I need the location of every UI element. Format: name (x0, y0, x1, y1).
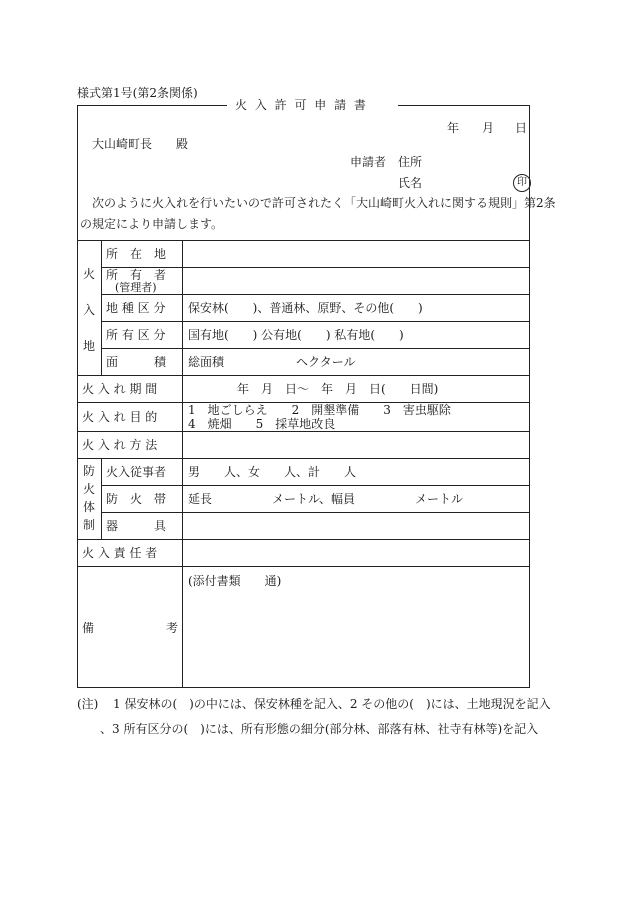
applicant-address-label: 住所 (398, 155, 423, 169)
label-value-divider (182, 240, 183, 687)
row-label-purpose: 火 入 れ 目 的 (82, 410, 158, 424)
rule (77, 566, 530, 567)
rule (101, 348, 530, 349)
value-area-prefix: 総面積 (188, 355, 225, 369)
form-id: 様式第1号(第2条関係) (77, 86, 198, 100)
group-label-char: 体 (83, 500, 96, 514)
row-label-ownership-type: 所 有 区 分 (106, 328, 166, 342)
value-purpose-line1: 1 地ごしらえ 2 開墾準備 3 害虫駆除 (188, 403, 451, 417)
group-divider-fire-site (101, 240, 102, 375)
value-period: 年 月 日～ 年 月 日( 日間) (237, 382, 439, 396)
row-label-location: 所 在 地 (106, 247, 167, 261)
row-label-remarks-left: 備 (82, 621, 95, 635)
rule (77, 539, 530, 540)
group-label-char: 火 (83, 267, 96, 281)
group-divider-prevention (101, 458, 102, 539)
rule (101, 512, 530, 513)
frame-right (529, 105, 530, 687)
value-firebreak: 延長 メートル、幅員 メートル (188, 492, 464, 506)
notes-line-2: 、3 所有区分の( )には、所有形態の細分(部分林、部落有林、社寺有林等)を記入 (100, 722, 539, 736)
rule (77, 458, 530, 459)
title-rule-right (398, 105, 530, 106)
row-label-responsible: 火 入 責 任 者 (82, 546, 158, 560)
row-label-firebreak: 防 火 帯 (106, 492, 167, 506)
frame-bottom (77, 687, 530, 688)
addressee: 大山崎町長 殿 (92, 137, 189, 151)
row-label-period: 火 入 れ 期 間 (82, 382, 158, 396)
applicant-name-label: 氏名 (398, 176, 423, 190)
rule (77, 375, 530, 376)
notes-prefix: (注) (77, 697, 99, 711)
rule (77, 240, 530, 241)
date-day: 日 (515, 121, 528, 135)
rule (101, 294, 530, 295)
group-label-char: 地 (83, 339, 96, 353)
group-label-char: 入 (83, 303, 96, 317)
row-sublabel-owner: (管理者) (115, 281, 157, 294)
applicant-label: 申請者 (350, 155, 387, 169)
row-label-equipment: 器 具 (106, 519, 167, 533)
intro-line-1: 次のように火入れを行いたいので許可されたく「大山崎町火入れに関する規則」第2条 (92, 196, 556, 210)
row-label-method: 火 入 れ 方 法 (82, 438, 158, 452)
row-label-area: 面 積 (106, 355, 167, 369)
value-remarks: (添付書類 通) (188, 574, 282, 588)
date-month: 月 (482, 121, 495, 135)
rule (101, 485, 530, 486)
group-label-char: 火 (83, 482, 96, 496)
title-rule-left (77, 105, 227, 106)
row-label-workers: 火入従事者 (106, 465, 167, 479)
intro-line-2: の規定により申請します。 (80, 217, 224, 231)
group-label-char: 制 (83, 518, 96, 532)
rule (77, 431, 530, 432)
date-year: 年 (447, 121, 460, 135)
row-label-land-type: 地 種 区 分 (106, 301, 166, 315)
rule (101, 321, 530, 322)
notes-line-1: 1 保安林の( )の中には、保安林種を記入、2 その他の( )には、土地現況を記入 (113, 697, 551, 711)
value-ownership-type: 国有地( ) 公有地( ) 私有地( ) (188, 328, 404, 342)
form-title: 火 入 許 可 申 請 書 (235, 98, 368, 112)
value-area-unit: ヘクタール (296, 355, 356, 369)
value-workers: 男 人、女 人、計 人 (188, 465, 357, 479)
frame-left (77, 105, 78, 687)
value-purpose-line2: 4 焼畑 5 採草地改良 (188, 417, 336, 431)
row-label-owner: 所 有 者 (106, 268, 167, 282)
row-label-remarks-right: 考 (166, 621, 179, 635)
value-land-type: 保安林( )、普通林、原野、その他( ) (188, 301, 423, 315)
seal-mark: 印 (513, 174, 531, 192)
group-label-char: 防 (83, 464, 96, 478)
